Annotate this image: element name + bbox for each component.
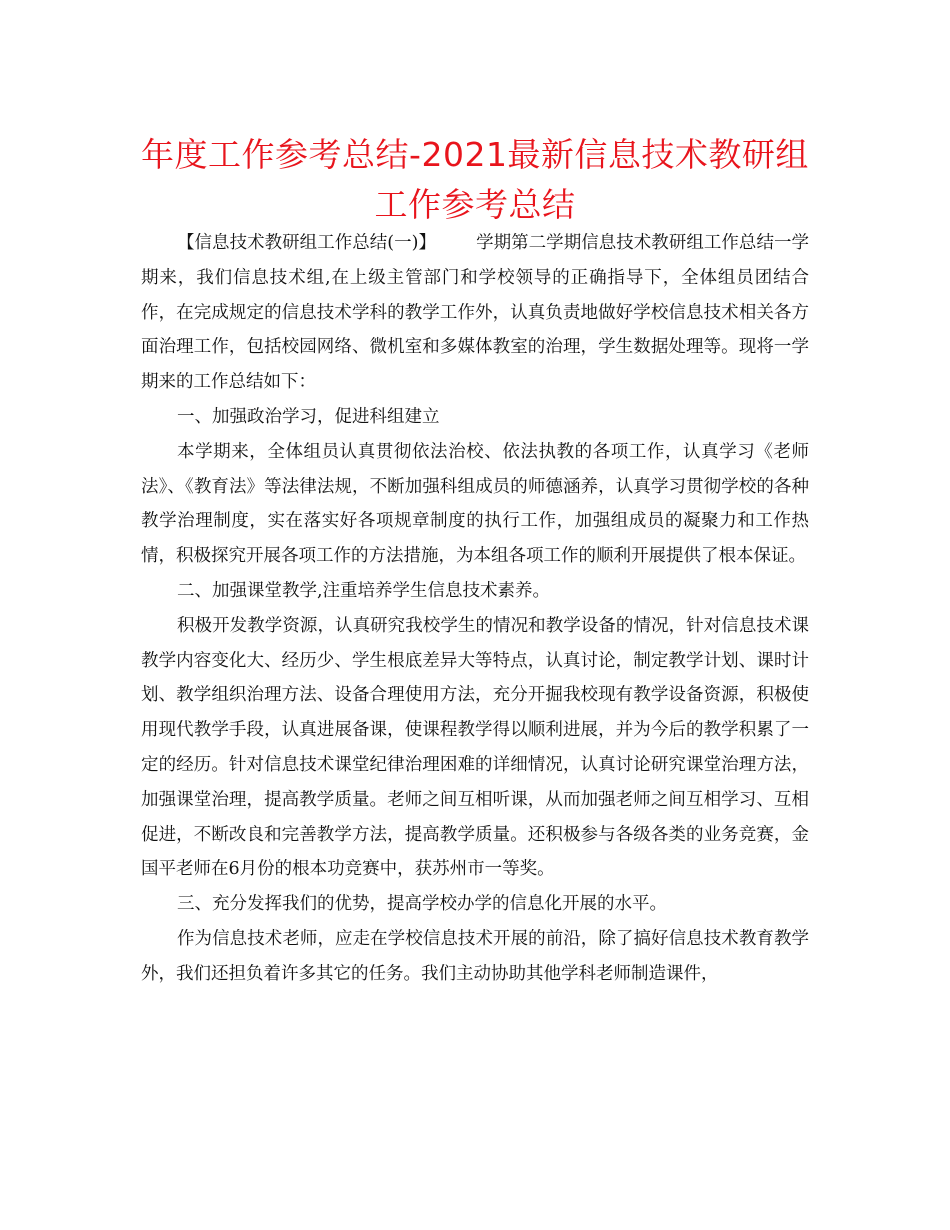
section-heading-2: 二、加强课堂教学,注重培养学生信息技术素养。 — [177, 580, 551, 601]
paragraph-2: 积极开发教学资源，认真研究我校学生的情况和教学设备的情况，针对信息技术课教学内容变化大、经历少、学生根底差异大等特点，认真讨论，制定教学计划、课时计划、教学组织治理方法、设备合理使用方法，充分开掘我校现有教学设备资源，积极使用现代教学手段，认真进展备课，使课程教学得以顺利进展，并为今后的教学积累了一定的经历。针对信息技术课堂纪律治理困难的详细情况，认真讨论研究课堂治理方法，加强课堂治理，提高教学质量。老师之间互相听课，从而加强老师之间互相学习、互相促进，不断改良和完善教学方法，提高教学质量。还积极参与各级各类的业务竞赛，金国平老师在6月份的根本功竞赛中，获苏州市一等奖。 — [141, 615, 809, 880]
section-heading-1: 一、加强政治学习，促进科组建立 — [177, 406, 440, 427]
document-title: 年度工作参考总结-2021最新信息技术教研组工作参考总结 — [141, 135, 809, 224]
intro-text: 学期第二学期信息技术教研组工作总结一学期来，我们信息技术组,在上级主管部门和学校领导的正确指导下，全体组员团结合作，在完成规定的信息技术学科的教学工作外，认真负责地做好学校信息技术相关各方面治理工作，包括校园网络、微机室和多媒体教室的治理，学生数据处理等。现将一学期来的工作总结如下： — [141, 233, 810, 393]
paragraph-3: 作为信息技术老师，应走在学校信息技术开展的前沿，除了搞好信息技术教育教学外，我们还担负着许多其它的任务。我们主动协助其他学科老师制造课件， — [141, 928, 809, 984]
intro-heading: 【信息技术教研组工作总结(一)】 — [177, 233, 437, 253]
intro-paragraph — [141, 226, 809, 400]
document-body — [141, 226, 809, 992]
paragraph-1: 本学期来，全体组员认真贯彻依法治校、依法执教的各项工作，认真学习《老师法》、《教育法》等法律法规，不断加强科组成员的师德涵养，认真学习贯彻学校的各种教学治理制度，实在落实好各项规章制度的执行工作，加强组成员的凝聚力和工作热情，积极探究开展各项工作的方法措施，为本组各项工作的顺利开展提供了根本保证。 — [141, 441, 809, 567]
section-heading-3: 三、充分发挥我们的优势，提高学校办学的信息化开展的水平。 — [177, 894, 667, 915]
